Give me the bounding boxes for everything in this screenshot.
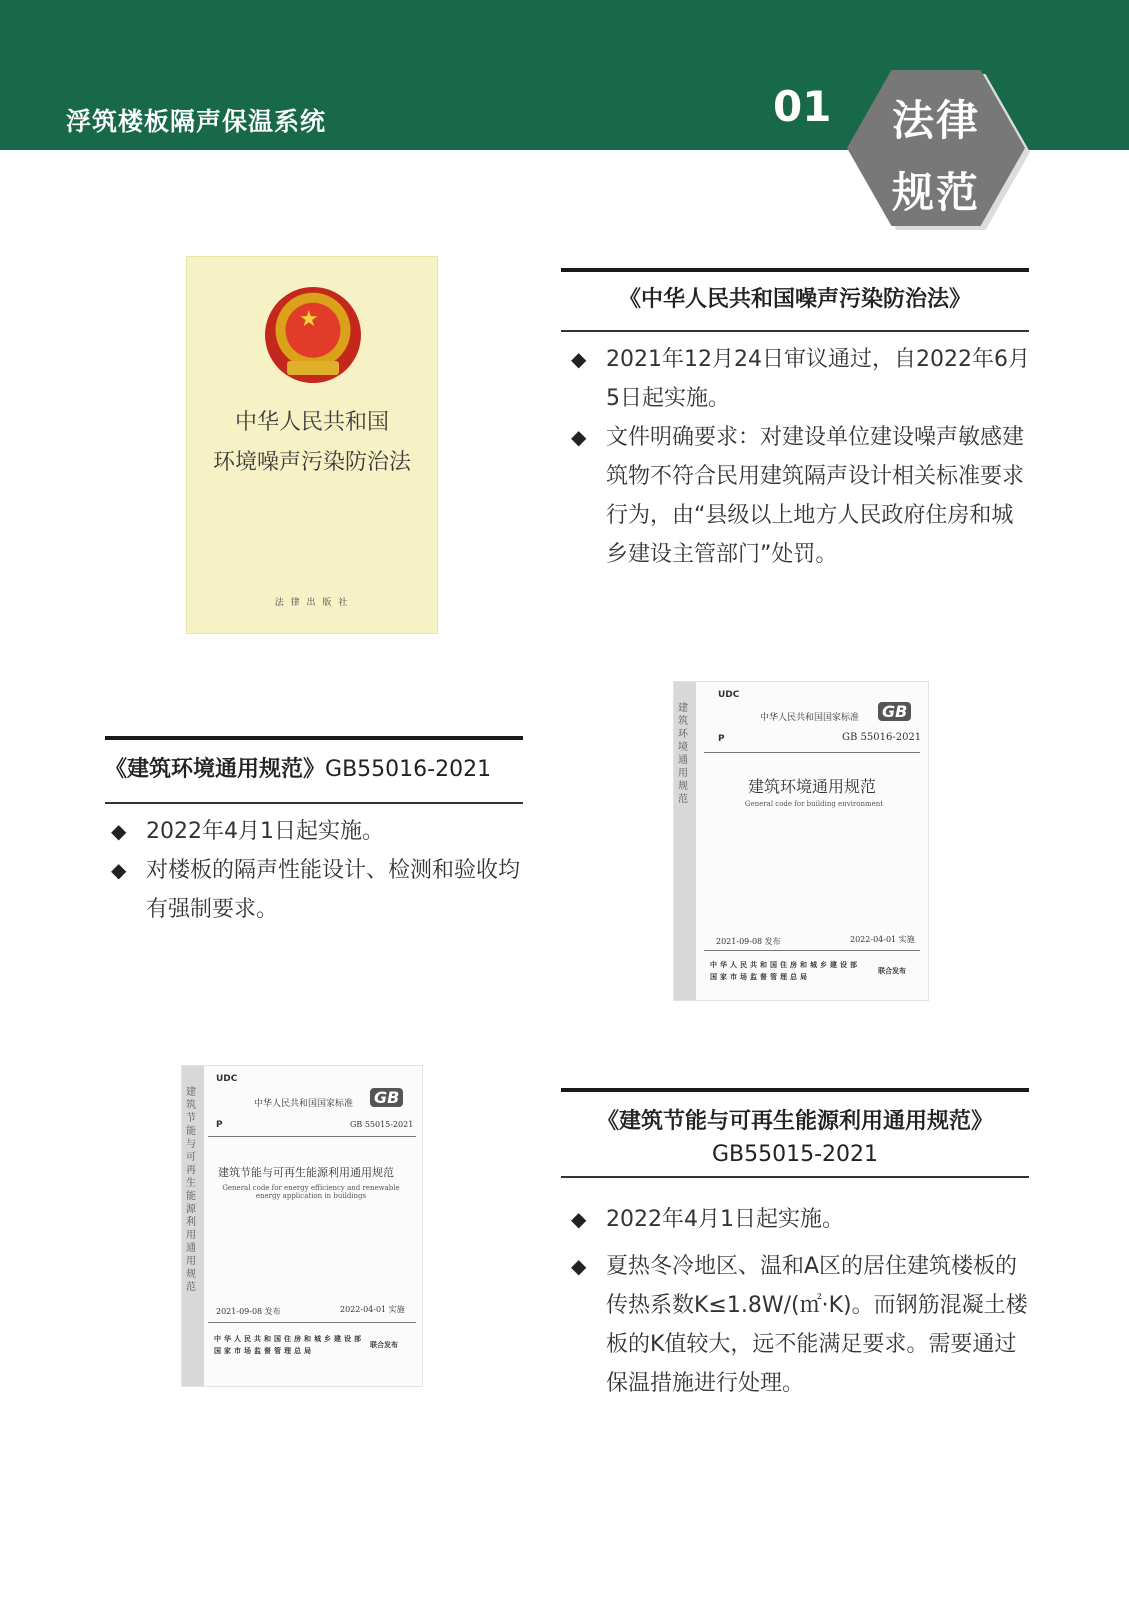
effective-date: 2022-04-01 实施 xyxy=(850,935,915,944)
section2-bullet-list xyxy=(108,812,528,929)
diamond-bullet-icon: ◆ xyxy=(571,347,587,371)
list-item: ◆ 对楼板的隔声性能设计、检测和验收均有强制要求。 xyxy=(108,851,528,929)
issue-date: 2021-09-08 发布 xyxy=(216,1307,281,1316)
standard-name-cn: 建筑节能与可再生能源利用通用规范 xyxy=(218,1166,394,1179)
issue-date: 2021-09-08 发布 xyxy=(716,937,781,946)
section-label-line2: 规范 xyxy=(891,168,980,217)
issuer-line1: 中华人民共和国住房和城乡建设部 xyxy=(214,1335,364,1343)
section-label-line1: 法律 xyxy=(891,96,980,145)
section3-bullet-list xyxy=(568,1200,1030,1403)
diamond-bullet-icon: ◆ xyxy=(571,1254,587,1278)
book-title-line2: 环境噪声污染防治法 xyxy=(212,450,411,475)
book-publisher: 法 律 出 版 社 xyxy=(274,598,350,608)
diamond-bullet-icon: ◆ xyxy=(111,819,127,843)
issuer-line1: 中华人民共和国住房和城乡建设部 xyxy=(710,961,860,969)
list-item: ◆ 夏热冬冷地区、温和A区的居住建筑楼板的传热系数K≤1.8W/(㎡·K)。而钢筋混凝土楼板的K值较大，远不能满足要求。需要通过保温措施进行处理。 xyxy=(568,1247,1030,1403)
p-code: P xyxy=(216,1120,223,1130)
list-item: ◆ 2022年4月1日起实施。 xyxy=(108,812,528,851)
section2-top-rule xyxy=(105,736,523,740)
standard-name-cn: 建筑环境通用规范 xyxy=(748,777,877,796)
diamond-bullet-icon: ◆ xyxy=(571,1207,587,1231)
gb-logo-icon: GB xyxy=(878,702,911,721)
issuer-line2: 国家市场监督管理总局 xyxy=(214,1347,314,1355)
effective-date: 2022-04-01 实施 xyxy=(340,1305,405,1314)
standard-name-en: General code for energy efficiency and renewable energy application in buildings xyxy=(222,1184,400,1200)
book-spine-text: 建筑环境通用规范 xyxy=(678,703,688,805)
book-spine-text: 建筑节能与可再生能源利用通用规范 xyxy=(186,1087,196,1293)
section2-title xyxy=(105,752,535,783)
udc-label: UDC xyxy=(718,690,740,700)
list-item: ◆ 文件明确要求：对建设单位建设噪声敏感建筑物不符合民用建筑隔声设计相关标准要求行为，由“县级以上地方人民政府住房和城乡建设主管部门”处罚。 xyxy=(568,418,1030,574)
document-title: 浮筑楼板隔声保温系统 xyxy=(66,107,327,136)
list-item: ◆ 2021年12月24日审议通过，自2022年6月5日起实施。 xyxy=(568,340,1030,418)
standard-number: GB 55015-2021 xyxy=(350,1120,414,1129)
section1-top-rule xyxy=(561,268,1029,272)
book-title-line1: 中华人民共和国 xyxy=(234,410,389,435)
section3-top-rule xyxy=(561,1088,1029,1092)
section2-bottom-rule xyxy=(105,802,523,804)
section3-title: 《建筑节能与可再生能源利用通用规范》 xyxy=(596,1109,993,1134)
national-emblem-icon: ★ xyxy=(265,287,361,383)
gb55015-book-cover xyxy=(182,1066,422,1386)
national-standard-label: 中华人民共和国国家标准 xyxy=(254,1099,354,1109)
p-code: P xyxy=(718,734,725,744)
section3-code: GB55015-2021 xyxy=(711,1142,879,1167)
section3-bottom-rule xyxy=(561,1176,1029,1178)
cover-divider xyxy=(704,752,920,753)
cover-divider xyxy=(208,1136,416,1137)
standard-number: GB 55016-2021 xyxy=(842,732,922,743)
section2-title-code: GB55016-2021 xyxy=(325,757,492,782)
standard-name-en: General code for building environment xyxy=(744,800,884,808)
cover-divider xyxy=(208,1322,416,1323)
diamond-bullet-icon: ◆ xyxy=(571,425,587,449)
noise-law-book-cover xyxy=(186,256,438,634)
joint-release: 联合发布 xyxy=(370,1341,398,1349)
issuer-line2: 国家市场监督管理总局 xyxy=(710,973,810,981)
list-item: ◆ 2022年4月1日起实施。 xyxy=(568,1200,1030,1239)
section1-bottom-rule xyxy=(561,330,1029,332)
section1-title: 《中华人民共和国噪声污染防治法》 xyxy=(618,287,971,312)
gb-logo-icon: GB xyxy=(370,1088,403,1107)
diamond-bullet-icon: ◆ xyxy=(111,858,127,882)
national-standard-label: 中华人民共和国国家标准 xyxy=(760,713,860,723)
udc-label: UDC xyxy=(216,1074,238,1084)
cover-divider xyxy=(704,950,920,951)
gb55016-book-cover xyxy=(674,682,928,1000)
section1-bullet-list xyxy=(568,340,1030,574)
section-number: 01 xyxy=(773,82,832,131)
section2-title-name: 《建筑环境通用规范》 xyxy=(105,757,326,782)
joint-release: 联合发布 xyxy=(878,967,906,975)
